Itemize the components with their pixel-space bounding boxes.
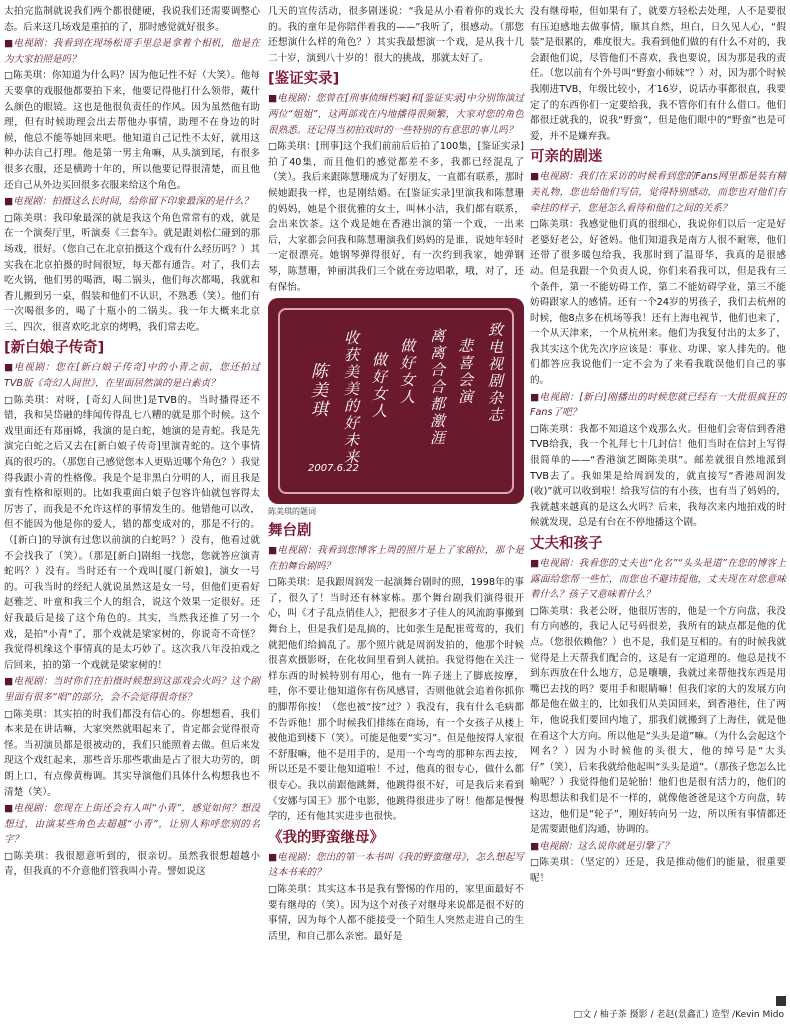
interview-answer: □陈美琪：我印象最深的就是我这个角色常常有的戏，就是在一个演奏厅里，听演奏《三套车》。就是跟刘松仁碰到的那场戏，很好。（您自己在北京拍摄这个戏有什么经历吗？）其实我在北京拍摄的时间很短，每天都有通告。对了，我们去吃火锅，他们男的喝酒，喝二锅头，他们每次都喝，我就和香儿搬到另一桌，假装和他们不认识，不熟悉（笑）。他们有一次喝很多的，喝了十瓶小的二锅头。我一年大概来北京三、四次，很喜欢吃北京的烤鸭，我们常去吃。 — [4, 212, 260, 333]
interview-question: ■电视剧：您出的第一本书叫《我的野蛮继母》，怎么想起写这本书来的？ — [268, 851, 524, 879]
interview-answer: □陈美琪：[刑事]这个我们前前后后拍了100集，[鉴证实录]拍了40集，而且他们的感觉都差不多，我都已经混乱了（笑）。我后来跟陈慧珊成为了好朋友，一直都有联系，那时候她跟我一样，也是刚结婚。在[鉴证实录]里演我和陈慧珊的妈妈，她是个很优雅的女士，叫林小洁，我们都有联系，会出来饮茶。这个戏是她在香港出演的第一个戏，一出来后，大家都会问我和陈慧珊演我们妈妈的是谁，说她年轻时一定很漂亮。她钢琴弹得很好，有一次约到我家，她弹钢琴，陈慧珊，钟丽淇我们三个就在旁边唱歌，哦，对了，还有保怡。 — [268, 141, 524, 293]
autograph-line: 离离合合都激涯 — [428, 328, 446, 448]
autograph-line: 致电视剧杂志 — [486, 322, 504, 425]
column-right — [530, 4, 786, 887]
credits-line: □文 / 柚子茶 摄影 / 老赵(景鑫汇) 造型 /Kevin Mido — [573, 1010, 784, 1020]
autograph-date: 2007.6.22 — [308, 462, 359, 474]
autograph-line: 做好女人 — [398, 338, 416, 407]
interview-question: ■电视剧：我们在采访的时候看到您的Fans网里都是装有精美礼物，您也给他们写信，觉得特别感动，而您也对他们有牵挂的样子，您是怎么看待和他们之间的关系？ — [530, 171, 786, 214]
interview-answer: □陈美琪：我老公呀，他很厉害的，他是一个方向盘，我没有方向感的，我记人记号码很差，我所有的缺点都是他的优点。（您很依赖他？）也不是，我们是互相的。有的时候我就觉得是上天帮我们配合的，这是有一定道理的。他总是找不到东西放在什么地方，总是嚷嚷，我就过来帮他找东西是用嘴巴去找的吗？要用手和眼睛嘛！但我们家的大的发展方向都是他在做主的，比如我们从美国回来，到香港住，住了两年，他说我们要回内地了，那我们就搬到了上海住，就是他在看这个大方向。所以他是“头头是道”嘛。（为什么会起这个网名？）因为小时候他的头很大，他的绰号是“大头仔”（笑），后来我就给他起叫“头头是道”。（那孩子您怎么比喻呢？）我觉得他们是轮胎！他们也是很有活力的，他们的构思想法和我们是不一样的，就像他爸爸是这个方向盘，转这边，他们是“轮子”，刚好转向另一边，所以所有事情都还是需要跟他们沟通，协调的。 — [530, 605, 786, 836]
autograph-card — [268, 298, 524, 504]
section-heading: 《我的野蛮继母》 — [268, 829, 384, 846]
interview-answer: □陈美琪：对呀，[奇幻人间世]是TVB的。当时播得还不错，我和吴岱融的绯闻传得乱七八糟的就是那个时候。这个戏里面还有郑丽嫦，我演的是白蛇，她演的是青蛇。我是先演完白蛇之后又去在[新白娘子传奇]里演青蛇的。这个事情真的很巧的。（那您自己感觉您本人更贴近哪个角色？）我觉得我跟小青的性格像。我是个是非黑白分明的人，而且我是蛮有性格和原则的。比如我重面白娘子包容许仙就包容得太厉害了，而我是不允许这样的事情发生的。他错他可以改，但不能因为他是你的爱人，错的都变成对的，那是不行的。（[新白]的导演有过您以前演的白蛇吗？）没有，他看过就不会找我了（笑）。（那是[新白]剧组一找您，您就答应演青蛇吗？）没有。当时还有一个戏叫[厦门新娘]，演女一号的。可我当时的经纪人就说虽然这是女一号，但他们更看好赵雅芝、叶童和我三个人的组合，说这个效果一定很好。还好我最后是接了这个角色的。其实，当然我还推了另一个戏，是拍"小青"了，那个戏就是梁家树的，你说奇不奇怪？我觉得机缘这个事情真的是太巧妙了。这次我八年没拍戏之后回来，拍的第一个戏就是梁家树的！ — [4, 394, 260, 671]
section-heading: 舞台剧 — [268, 523, 312, 540]
autograph-line: 悲喜会演 — [456, 338, 474, 407]
paragraph: 没有继母啦，但如果有了，就要方轻松去处理，人不是要很有压迫感地去做事情，顺其自然，坦白，日久见人心，“假装”是很累的，难度很大。我看到他们做的有什么不对的，我会跟他们说，尽管他们不喜欢，我也要说，因为那是我的责任。（您以前有个外号叫“野蛮小师妹”？）对，因为那个时候我刚进TVB，年级比较小，才16岁，说话办事都很直，我要定了的东西你们一定要给我，我不管你们有什么借口。他们都很迁就我的，说我“野蛮”，但是他们眼中的“野蛮”也是可爱，并不是嫌弃我。 — [530, 6, 786, 142]
interview-answer: □陈美琪：我都不知道这个戏那么火。但他们会寄信到香港TVB给我，我一个礼拜七十几封信！他们当时在信封上写得很简单的——“香港演艺圈陈美琪”。邮差就很自然地派到TVB去了。我如果是给周润发的，就直接写“香港周润发(收)”就可以收到啦！给我写信的有小孩，也有当了妈妈的，我就越来越真的是这么火吗？后来，我每次来内地拍戏的时候就发现，总是有台在不停地播这个剧。 — [530, 423, 786, 529]
paragraph: 太拍完监制就说我们两个都很健硬，我说我们还需要调整心态。后来这几场戏是重拍的了，那时感觉就好很多。 — [4, 6, 260, 33]
page-marker-icon — [776, 996, 786, 1006]
interview-question: ■电视剧：这么说你就是引擎了？ — [530, 840, 674, 852]
section-heading: [新白娘子传奇] — [4, 340, 105, 357]
interview-question: ■电视剧：您在[新白娘子传奇]中的小青之前，您还拍过TVB版《奇幻人间世》，在里面居然演的是白素贞？ — [4, 362, 260, 390]
column-left — [4, 4, 260, 881]
interview-question: ■电视剧：我看到在现场松哥手里总是拿着个相机，他是在为大家拍照是吗？ — [4, 38, 260, 65]
interview-answer: □陈美琪：其实拍的时我们都没有信心的。你想想看，我们本来是在讲话嘛，大家突然就唱起来了，肯定都会觉得很奇怪。当初演员都是很被动的，我们只能照着去做。但后来发现这个戏红起来，那些音乐那些歌曲是占了很大功劳的，朗朗上口，有点像黄梅调。其实导演他们具体什么构想我也不清楚（笑）。 — [4, 708, 260, 798]
autograph-signature: 陈美琪 — [307, 362, 327, 420]
section-heading: [鉴证实录] — [268, 71, 340, 88]
autograph-line: 收获美美的好未来 — [342, 330, 360, 467]
image-caption: 陈美琪的题词 — [268, 507, 316, 517]
interview-question: ■电视剧：您曾在[刑事侦缉档案]和[鉴证实录]中分别饰演过两位“姐姐”，这两部戏在内地播得很频繁，大家对您的角色很熟悉。还记得当初拍戏时的一些特别的有意思的事儿吗？ — [268, 93, 524, 136]
interview-answer: □陈美琪：是我跟周润发一起演舞台剧时的照，1998年的事了，很久了！当时还有林家栋。那个舞台剧我们演得很开心，叫《才子乱点俏佳人》，把很多才子佳人的风流韵事搬到舞台上，但是我们是乱搞的，比如张生是配崔莺莺的，我们就把他们给搞乱了。那个照片就是周润发拍的，他那个时候很喜欢摄影呀，在化妆间里看到人就拍。我觉得他在关注一样东西的时候特别有用心，他有一阵子迷上了脚底按摩，哇，你不要让他知道你有伤风感冒，否则他就会追着你抓你的脚帮你按！（您也被“按”过？）我没有，我有什么毛病都不告诉他！那个时候我们排练在商场，有一个女孩子从楼上被他追到楼下（笑）。可能是他要“实习”。但是他按得人家很不舒服嘛，他不是用手的，是用一个弯弯的那种东西去按，所以还是不要让他知道啦！不过，他真的很专心，做什么都很专心。我以前跟他跳舞，他跳得很不好，可是我后来看到《安娜与国王》那个电影，他跳得很进步了呀！他都是慢慢学的，还有他其实进步也很快。 — [268, 577, 524, 823]
interview-answer: □陈美琪：其实这本书是我有警惕的作用的，家里面最好不要有继母的（笑）。因为这个对孩子对继母来说都是很不好的事情，因为每个人都不能接受一个陌生人突然走进自己的生活里，和自己那么亲密。最好是 — [268, 883, 524, 942]
autograph-line: 做好女人 — [370, 352, 388, 421]
column-middle — [268, 4, 524, 945]
section-heading: 可亲的剧迷 — [530, 149, 603, 166]
interview-answer: □陈美琪：我感觉他们真的很细心，我说你们以后一定是好老婆好老公，好爸妈。他们知道我是南方人很不耐寒，他们还带了很多暖包给我，我那时到了温哥华，我真的是很感动。但是我跟一个负责人说，你们来看我可以，但是我有三个条件，第一不能妨碍工作，第二不能妨碍学业，第三不能妨碍跟家人的感情。还有一个24岁的男孩子，我们去杭州的时候，他8点多在机场等我！还有上海电视节，他们也来了，一个从天津来，一个从杭州来。他们为我复付出的太多了，我其实这个优先次序应该是：事业、功课、家人排先的。他们都答应我说他们一定不会为了来看我耽误他们自己的事的。 — [530, 219, 786, 387]
interview-answer: □陈美琪：（坚定的）还是，我是推动他们的能量，很重要呢！ — [530, 857, 786, 884]
interview-answer: □陈美琪：你知道为什么吗？因为他记性不好（大笑）。他每天要拿的戏服他都要拍下来，他要记得他打什么领带，戴什么颜色的眼镜。这也是他很负责任的作风。因为虽然他有助理，但有时候助理会出去帮他办事情，助理不在身边的时候，他总不能等她回来吧。他知道自己记性不太好，就用这种办法自己打理。他是第一男主角嘛，从头演到尾，有很多很多衣服，还是横跨十年的，所以他要记得很清楚，而且他还自己从外边买回很多衣服来给这个角色。 — [4, 70, 260, 191]
interview-question: ■电视剧：我看到您博客上周的照片是上了家剧拉，那个是在拍舞台剧吗？ — [268, 545, 524, 572]
interview-question: ■电视剧：您现在上街还会有人叫“小青”，感觉如何？想没想过，由演某些角色去超越“小青”，让别人称呼您别的名字？ — [4, 803, 260, 846]
interview-question: ■电视剧：我看您的丈夫也“化名”“头头是道”在您的博客上露面给您帮一些忙，而您也不避讳提他，丈夫现在对您意味着什么？孩子又意味着什么？ — [530, 558, 786, 601]
section-heading: 丈夫和孩子 — [530, 536, 603, 552]
interview-question: ■电视剧：拍摄这么长时间，给你留下印象最深的是什么？ — [4, 196, 253, 208]
interview-answer: □陈美琪：我很愿意听到的，很亲切。虽然我很想超越小青，但我真的不介意他们管我叫小青。譬如说这 — [4, 850, 260, 878]
interview-question: ■电视剧：当时你们在拍摄时候想到这部戏会火吗？这个剧里面有很多“唱”的部分，会不会觉得很奇怪？ — [4, 676, 260, 703]
interview-question: ■电视剧：[新白]刚播出的时候您就已经有一大批很疯狂的Fans了吧？ — [530, 391, 786, 419]
paragraph: 几天的宣传活动，很多剧迷说：“我是从小看着你的戏长大的。我的童年是你陪伴着我的——”我听了，很感动。（那您还想演什么样的角色？）其实我最想演一个戏，是从我十几二十岁，演到八十岁的！很大的挑战，那就太好了。 — [268, 6, 524, 64]
